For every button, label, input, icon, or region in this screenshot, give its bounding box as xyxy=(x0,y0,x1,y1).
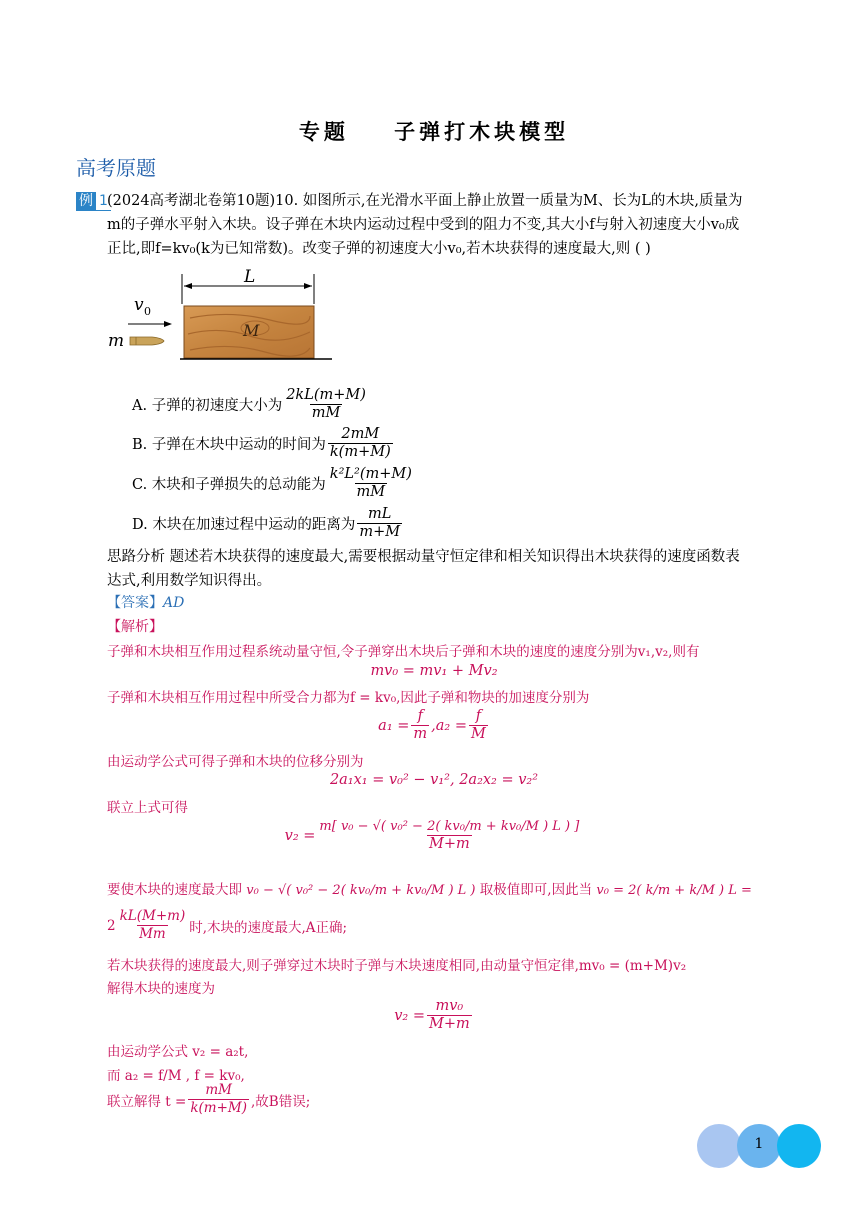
eq2-frac1 xyxy=(411,708,429,743)
equation-momentum: mv₀ = mv₁ + Mv₂ xyxy=(370,663,498,679)
eq5-lhs: v₂ = xyxy=(394,1007,425,1024)
option-a-num: 2kL(m+M) xyxy=(286,387,366,403)
answer-value: AD xyxy=(163,595,185,611)
solution-step-1: 子弹和木块相互作用过程系统动量守恒,令子弹穿出木块后子弹和木块的速度的速度分别为v₁,v₂,则有 xyxy=(107,644,700,660)
eq5-den: M+m xyxy=(429,1016,470,1032)
option-b-fraction xyxy=(328,426,393,461)
option-a xyxy=(132,387,370,422)
equation-v2-result xyxy=(107,998,761,1033)
option-a-fraction xyxy=(284,387,368,422)
step11-frac xyxy=(188,1082,249,1117)
example-badge xyxy=(76,192,111,211)
answer-label: 【答案】 xyxy=(107,595,163,611)
solution-step-7: 若木块获得的速度最大,则子弹穿过木块时子弹与木块速度相同,由动量守恒定律,mv₀ = (m+M)v₂ xyxy=(107,958,687,974)
question-line-2: m的子弹水平射入木块。设子弹在木块内运动过程中受到的阻力不变,其大小f与射入初速度大小v₀成 xyxy=(107,217,740,233)
eq2-frac2-den: M xyxy=(470,726,486,742)
eq2-frac1-den: m xyxy=(413,726,428,742)
eq2-a2: ,a₂ = xyxy=(431,717,467,734)
equation-acceleration xyxy=(107,708,761,743)
equation-displacement: 2a₁x₁ = v₀² − v₁², 2a₂x₂ = v₂² xyxy=(329,772,539,788)
label-block-mass: M xyxy=(243,321,260,340)
solution-step-8: 解得木块的速度为 xyxy=(107,981,215,997)
page-number: 1 xyxy=(754,1136,764,1152)
step5-c: 取极值即可,因此当 xyxy=(479,882,593,898)
option-a-den: mM xyxy=(311,405,341,421)
label-bullet-mass: m xyxy=(108,331,125,351)
solution-step-9: 由运动学公式 v₂ = a₂t, xyxy=(107,1044,249,1060)
solution-step-3: 由运动学公式可得子弹和木块的位移分别为 xyxy=(107,754,364,770)
solution-step-4: 联立上式可得 xyxy=(107,800,188,816)
answer xyxy=(107,592,184,612)
eq2-frac1-num: f xyxy=(417,708,423,724)
eq5-frac xyxy=(427,998,472,1033)
option-c-fraction xyxy=(328,466,414,501)
option-c-den: mM xyxy=(356,484,386,500)
option-c-text: C. 木块和子弹损失的总动能为 xyxy=(132,477,326,493)
step11-post: ,故B错误; xyxy=(250,1093,311,1110)
page-badge-circle-left xyxy=(697,1124,741,1168)
eq4-den: M+m xyxy=(429,836,470,852)
section-heading: 高考原题 xyxy=(76,156,156,180)
step11-pre: 联立解得 t = xyxy=(107,1093,187,1110)
label-length: L xyxy=(244,267,256,287)
option-d-num: mL xyxy=(368,506,392,522)
step5-d: v₀ = 2( k/m + k/M ) L = xyxy=(596,883,752,898)
bullet xyxy=(130,337,164,345)
example-badge-number: 1 xyxy=(96,192,111,211)
option-b-num: 2mM xyxy=(341,426,380,442)
option-c-num: k²L²(m+M) xyxy=(329,466,412,482)
eq2-frac2 xyxy=(469,708,488,743)
analysis-line-1: 思路分析 题述若木块获得的速度最大,需要根据动量守恒定律和相关知识得出木块获得的速度函数表 xyxy=(107,549,740,565)
step5-a: 要使木块的速度最大即 xyxy=(107,882,242,898)
question-line-3: 正比,即f=kv₀(k为已知常数)。改变子弹的初速度大小v₀,若木块获得的速度最大,则 ( ) xyxy=(107,241,651,257)
step11-num: mM xyxy=(205,1082,232,1098)
eq4-lhs: v₂ = xyxy=(284,827,316,844)
option-d xyxy=(132,506,404,541)
option-c xyxy=(132,466,416,501)
eq4-num: m[ v₀ − √( v₀² − 2( kv₀/m + kv₀/M ) L ) ] xyxy=(319,819,580,834)
eq5-num: mv₀ xyxy=(435,998,464,1014)
figure-block-bullet xyxy=(100,262,340,372)
option-b xyxy=(132,426,395,461)
step11-den: k(m+M) xyxy=(190,1100,247,1116)
eq2-a1: a₁ = xyxy=(378,717,410,734)
option-d-fraction xyxy=(357,506,402,541)
step5-expr: v₀ − √( v₀² − 2( kv₀/m + kv₀/M ) L ) xyxy=(246,883,476,898)
option-d-text: D. 木块在加速过程中运动的距离为 xyxy=(132,517,356,533)
solution-step-2: 子弹和木块相互作用过程中所受合力都为f = kv₀,因此子弹和物块的加速度分别为 xyxy=(107,690,590,706)
analysis-line-2: 达式,利用数学知识得出。 xyxy=(107,573,272,589)
page-badge-circle-right xyxy=(777,1124,821,1168)
solution-step-5 xyxy=(107,878,752,898)
step6-frac xyxy=(118,908,188,943)
option-d-den: m+M xyxy=(359,524,401,540)
solution-step-11 xyxy=(107,1082,310,1117)
solution-step-10: 而 a₂ = f/M , f = kv₀, xyxy=(107,1068,245,1084)
label-velocity: v xyxy=(134,295,144,315)
equation-v2-general xyxy=(107,818,761,853)
option-a-text: A. 子弹的初速度大小为 xyxy=(132,398,283,414)
solution-label: 【解析】 xyxy=(107,619,163,635)
eq2-frac2-num: f xyxy=(475,708,482,724)
step6-num: kL(M+m) xyxy=(119,908,186,924)
option-b-text: B. 子弹在木块中运动的时间为 xyxy=(132,437,326,453)
step6-den: Mm xyxy=(139,926,166,942)
solution-step-6 xyxy=(107,908,347,943)
option-b-den: k(m+M) xyxy=(329,444,391,460)
step6-pre: 2 xyxy=(107,917,116,934)
label-velocity-subscript: 0 xyxy=(144,305,151,318)
page-title: 专题 子弹打木块模型 xyxy=(298,119,570,144)
question-line-1: (2024高考湖北卷第10题)10. 如图所示,在光滑水平面上静止放置一质量为M、长为L的木块,质量为 xyxy=(107,193,743,209)
example-badge-label: 例 xyxy=(76,192,96,211)
step6-post: 时,木块的速度最大,A正确; xyxy=(189,919,348,936)
eq4-frac xyxy=(317,818,581,853)
